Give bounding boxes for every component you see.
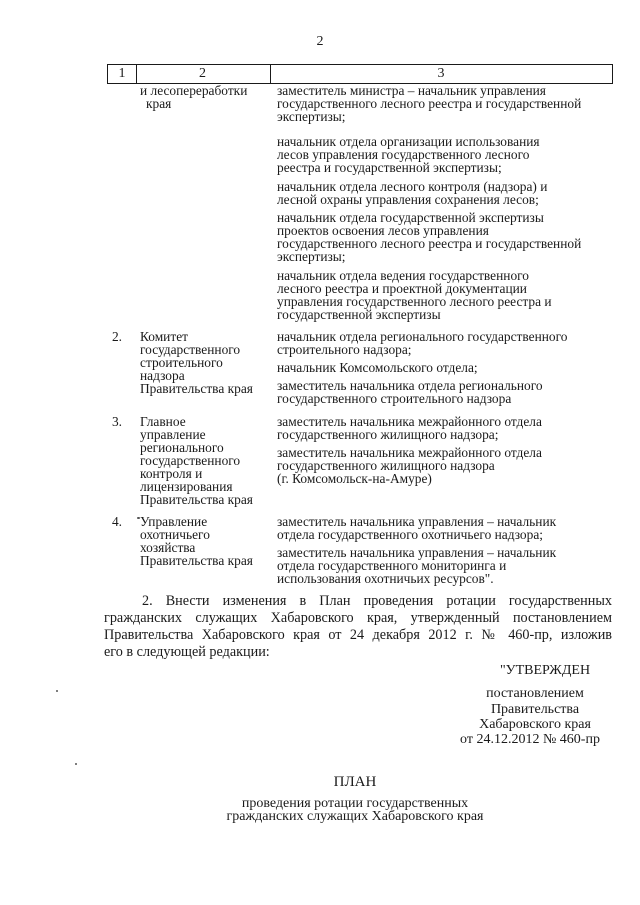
org-line: и лесопереработки bbox=[140, 83, 248, 98]
position-entry: начальник отдела регионального государственного строительного надзора; bbox=[277, 329, 568, 357]
position-entry: заместитель начальника межрайонного отдела государственного жилищного надзора (г. Комсомольск-на-Амуре) bbox=[277, 445, 542, 486]
row-number: 2. bbox=[111, 329, 122, 344]
org-cell: Управление охотничьего хозяйства Правительства края bbox=[140, 514, 253, 568]
table-header-col-2: 2 bbox=[135, 64, 271, 84]
scan-speck bbox=[137, 517, 140, 519]
position-entry: заместитель начальника управления – начальник отдела государственного мониторинга и использования охотничьих ресурсов". bbox=[277, 545, 557, 586]
table-header-col-1: 1 bbox=[107, 64, 137, 84]
org-cell: Комитет государственного строительного надзора Правительства края bbox=[140, 329, 253, 396]
position-entry: начальник отдела государственной экспертизы проектов освоения лесов управления государственного лесного реестра и государственной экспертизы; bbox=[277, 210, 582, 264]
approval-block: постановлением Правительства Хабаровского края bbox=[479, 686, 591, 732]
position-entry: начальник Комсомольского отдела; bbox=[277, 360, 478, 375]
page-number: 2 bbox=[316, 34, 324, 49]
position-entry: начальник отдела организации использования лесов управления государственного лесного реестра и государственной экспертизы; bbox=[277, 134, 540, 175]
position-entry: начальник отдела лесного контроля (надзора) и лесной охраны управления сохранения лесов; bbox=[277, 179, 548, 207]
paragraph-line: гражданских служащих Хабаровского края, утвержденный постановлением bbox=[104, 610, 612, 626]
paragraph-line: его в следующей редакции: bbox=[104, 644, 270, 660]
paragraph-line: Правительства Хабаровского края от 24 декабря 2012 г. № 460-пр, изложив bbox=[104, 627, 612, 643]
position-entry: заместитель министра – начальник управления государственного лесного реестра и государственной экспертизы; bbox=[277, 83, 582, 124]
org-cell-continued bbox=[140, 84, 270, 110]
row-number: 3. bbox=[111, 414, 122, 429]
row-number: 4. bbox=[111, 514, 122, 529]
approval-heading: "УТВЕРЖДЕН bbox=[499, 663, 591, 678]
position-entry: заместитель начальника межрайонного отдела государственного жилищного надзора; bbox=[277, 414, 542, 442]
scan-speck bbox=[56, 690, 58, 692]
position-entry: заместитель начальника отдела регионального государственного строительного надзора bbox=[277, 378, 543, 406]
plan-subtitle: проведения ротации государственных гражданских служащих Хабаровского края bbox=[226, 796, 484, 824]
plan-title: ПЛАН bbox=[333, 774, 377, 790]
scan-speck bbox=[75, 763, 77, 765]
paragraph-line: 2. Внести изменения в План проведения ротации государственных bbox=[142, 593, 612, 609]
position-entry: заместитель начальника управления – начальник отдела государственного охотничьего надзора; bbox=[277, 514, 557, 542]
body-paragraph bbox=[104, 593, 612, 661]
approval-date: от 24.12.2012 № 460-пр bbox=[460, 732, 600, 747]
org-line: края bbox=[146, 96, 172, 111]
position-entry: начальник отдела ведения государственного лесного реестра и проектной документации управления государственного лесного реестра и государственной экспертизы bbox=[277, 268, 552, 322]
org-cell: Главное управление регионального государственного контроля и лицензирования Правительства края bbox=[140, 414, 253, 507]
table-header-col-3: 3 bbox=[270, 64, 613, 84]
